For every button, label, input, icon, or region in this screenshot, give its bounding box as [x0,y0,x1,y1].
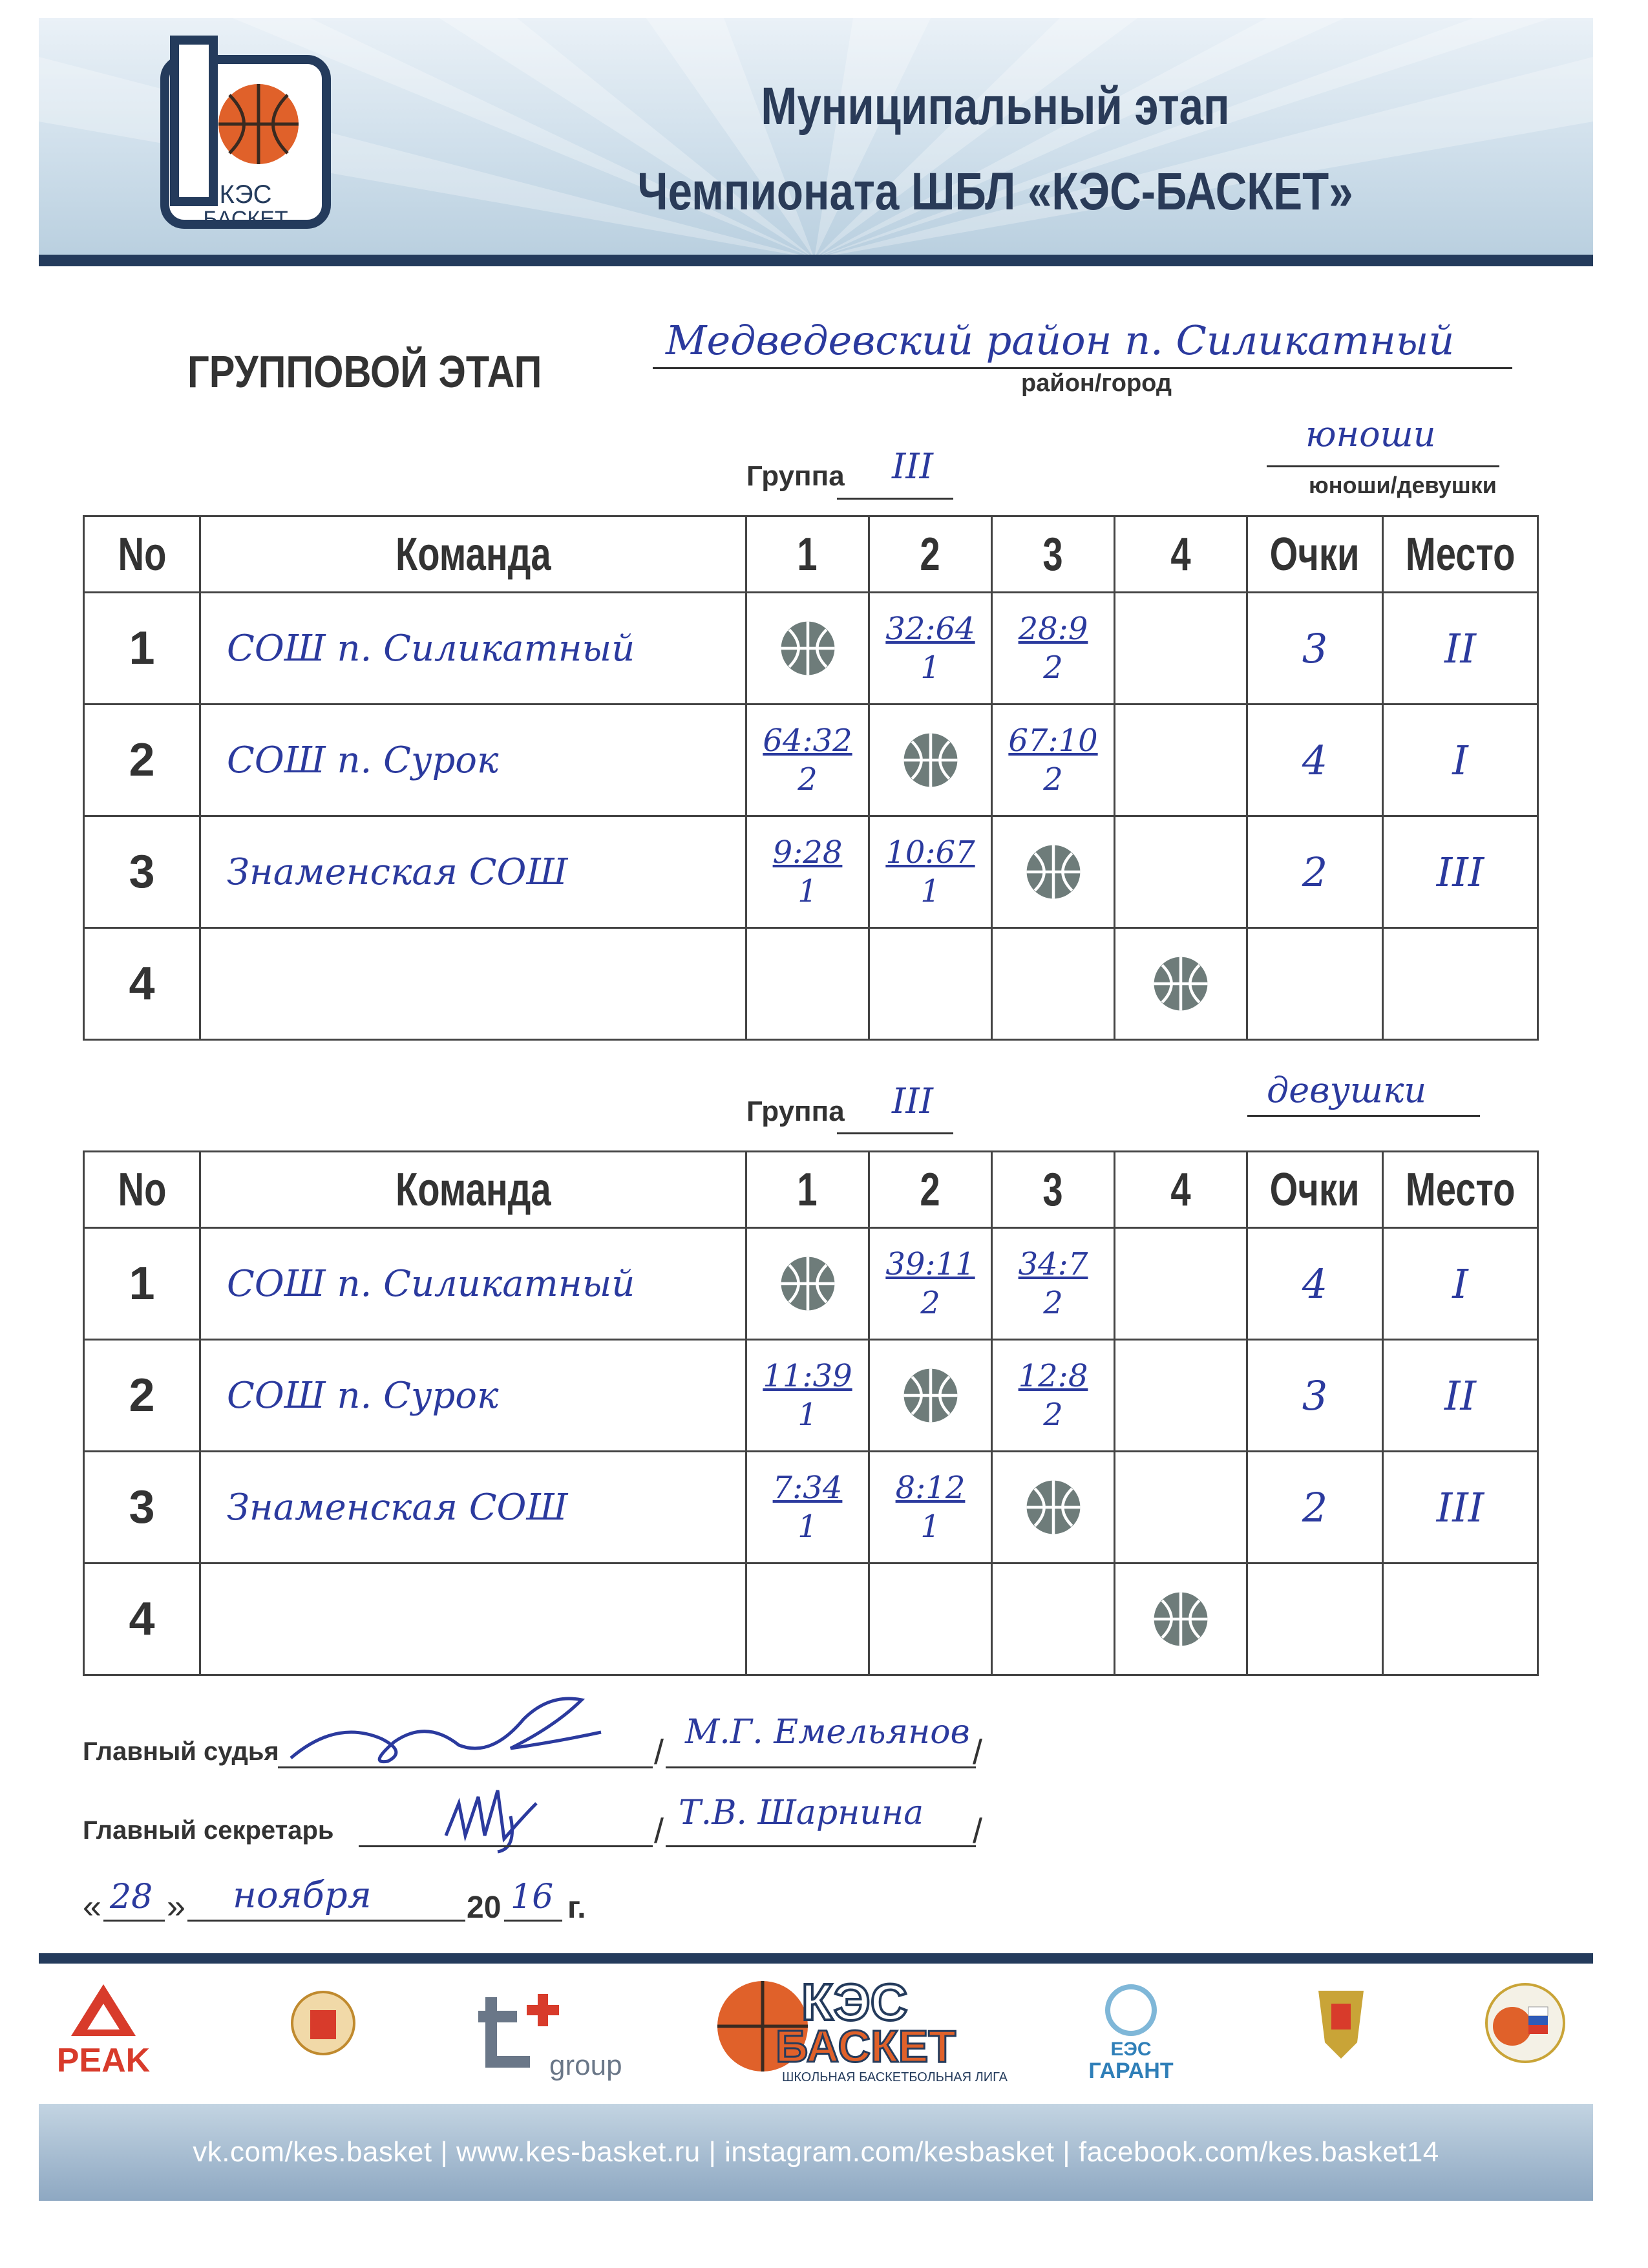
score-cell [992,928,1115,1040]
score-cell [1115,1228,1247,1340]
team-name: СОШ п. Силикатный [200,593,746,705]
secretary-signature [439,1777,549,1855]
slash-open: / [654,1733,664,1772]
header-col-2: 2 [869,1152,992,1228]
score-cell [1115,705,1247,816]
header-col-3: 3 [992,1152,1115,1228]
t-plus-group-logo [478,1994,622,2081]
header-col-4: 4 [1115,1152,1247,1228]
date-month: ноября [233,1874,372,1916]
diagonal-cell [1115,928,1247,1040]
score-cell: 11:39 1 [746,1340,869,1452]
slash-close: / [973,1812,983,1850]
svg-text:КЭС: КЭС [219,180,272,209]
header-no: No [84,516,200,593]
table-header-row [84,516,1538,593]
score-cell: 8:12 1 [869,1452,992,1563]
kes-basket-logo [139,34,355,247]
basketball-icon [902,1366,960,1425]
score-cell: 39:11 2 [869,1228,992,1340]
diagonal-cell [992,1452,1115,1563]
header-col-2: 2 [869,516,992,593]
peak-logo [57,1984,151,2079]
svg-text:ШКОЛЬНАЯ БАСКЕТБОЛЬНАЯ ЛИГА: ШКОЛЬНАЯ БАСКЕТБОЛЬНАЯ ЛИГА [782,2070,1008,2084]
svg-text:PEAK: PEAK [56,2042,151,2079]
footer-stripe [39,1953,1593,1964]
place-cell [1383,928,1538,1040]
basketball-icon [1024,1478,1083,1536]
score-cell: 34:7 2 [992,1228,1115,1340]
team-name: Знаменская СОШ [200,816,746,928]
table-row [84,593,1538,705]
basketball-icon [1152,955,1210,1013]
score-cell: 32:64 1 [869,593,992,705]
diagonal-cell [869,705,992,816]
points-cell: 3 [1247,1340,1383,1452]
group1-gender-underline [1267,465,1499,467]
row-number: 2 [84,1340,200,1452]
header-col-1: 1 [746,516,869,593]
stage-title: ГРУППОВОЙ ЭТАП [187,346,542,397]
points-cell: 4 [1247,1228,1383,1340]
district-value: Медведевский район п. Силикатный [666,317,1455,364]
score-cell [1115,1340,1247,1452]
judge-name-line [666,1766,976,1768]
points-cell [1247,928,1383,1040]
diagonal-cell [746,593,869,705]
svg-text:ГАРАНТ: ГАРАНТ [1088,2059,1174,2083]
team-name: СОШ п. Сурок [200,1340,746,1452]
header-team: Команда [200,1152,746,1228]
place-cell: II [1383,1340,1538,1452]
place-cell: III [1383,816,1538,928]
team-name: СОШ п. Сурок [200,705,746,816]
svg-text:ЕЭС: ЕЭС [1110,2039,1152,2060]
page-title-line-2: Чемпионата ШБЛ «КЭС-БАСКЕТ» [637,162,1353,221]
group2-underline [837,1132,953,1134]
chief-judge-label: Главный судья [83,1737,279,1766]
basketball-icon [779,619,837,677]
chief-judge-name: М.Г. Емельянов [685,1713,970,1752]
date-day: 28 [110,1878,153,1916]
score-cell: 9:28 1 [746,816,869,928]
group2-results-table [83,1150,1539,1676]
team-name: СОШ п. Силикатный [200,1228,746,1340]
row-number: 3 [84,1452,200,1563]
date-year-unit: г. [567,1891,586,1925]
header-no: No [84,1152,200,1228]
score-cell [1115,1452,1247,1563]
row-number: 4 [84,1563,200,1675]
sport-ministry-emblem-logo [1318,1991,1364,2059]
diagonal-cell [1115,1563,1247,1675]
header-points: Очки [1247,516,1383,593]
chief-secretary-label: Главный секретарь [83,1816,334,1845]
date-month-line [187,1920,465,1922]
slash-open: / [654,1812,664,1850]
basketball-icon [1024,843,1083,901]
table-row [84,1563,1538,1675]
date-year-prefix: 20 [467,1891,502,1925]
table-row [84,816,1538,928]
diagonal-cell [746,1228,869,1340]
secretary-signature-line [359,1845,653,1847]
header-col-1: 1 [746,1152,869,1228]
score-cell: 7:34 1 [746,1452,869,1563]
points-cell: 4 [1247,705,1383,816]
date-close-quote: » [167,1888,185,1925]
page-title-line-1: Муниципальный этап [761,77,1230,136]
group1-label: Группа [746,460,845,492]
row-number: 1 [84,1228,200,1340]
table-header-row [84,1152,1538,1228]
table-row [84,705,1538,816]
basketball-federation-logo [1486,1984,1564,2062]
row-number: 2 [84,705,200,816]
points-cell: 2 [1247,1452,1383,1563]
row-number: 4 [84,928,200,1040]
score-cell [1115,816,1247,928]
footer-banner [39,2104,1593,2201]
date-year-suffix: 16 [511,1878,554,1916]
header-place: Место [1383,516,1538,593]
score-cell [992,1563,1115,1675]
row-number: 1 [84,593,200,705]
team-name [200,1563,746,1675]
score-cell: 12:8 2 [992,1340,1115,1452]
social-links[interactable]: vk.com/kes.basket | www.kes-basket.ru | instagram.com/kesbasket | facebook.com/kes.basket14 [193,2136,1439,2168]
header-stripe [39,255,1593,266]
points-cell: 2 [1247,816,1383,928]
score-cell [869,928,992,1040]
group1-gender-caption: юноши/девушки [1309,472,1497,498]
team-name [200,928,746,1040]
table-row [84,1228,1538,1340]
diagonal-cell [869,1340,992,1452]
header-points: Очки [1247,1152,1383,1228]
header-col-4: 4 [1115,516,1247,593]
score-cell: 28:9 2 [992,593,1115,705]
group2-gender-underline [1247,1115,1480,1117]
place-cell: III [1383,1452,1538,1563]
date-open-quote: « [83,1888,101,1925]
score-cell [746,1563,869,1675]
row-number: 3 [84,816,200,928]
kes-garant-logo [1088,1987,1173,2083]
secretary-name-line [666,1845,976,1847]
group2-label: Группа [746,1096,845,1127]
header-col-3: 3 [992,516,1115,593]
group1-value: III [892,446,933,487]
sponsor-logos [39,1965,1593,2088]
date-year-line [504,1920,562,1922]
basketball-icon [902,731,960,789]
table-row [84,1452,1538,1563]
basketball-icon [1152,1590,1210,1648]
judge-signature-line [278,1766,653,1768]
score-cell: 67:10 2 [992,705,1115,816]
basketball-icon [779,1255,837,1313]
diagonal-cell [992,816,1115,928]
score-cell [869,1563,992,1675]
group1-underline [837,498,953,500]
group1-results-table [83,515,1539,1041]
svg-text:БАСКЕТ: БАСКЕТ [776,2021,956,2072]
table-row [84,928,1538,1040]
slash-close: / [973,1733,983,1772]
district-underline [653,367,1512,369]
team-name: Знаменская СОШ [200,1452,746,1563]
svg-text:КЭС: КЭС [801,1973,908,2031]
score-cell [1115,593,1247,705]
district-caption: район/город [1021,370,1172,397]
group2-gender-value: девушки [1267,1070,1427,1110]
table-row [84,1340,1538,1452]
kes-basket-sponsor-logo [717,1973,1008,2084]
svg-text:group: group [549,2050,622,2081]
place-cell [1383,1563,1538,1675]
chief-secretary-name: Т.В. Шарнина [679,1794,924,1832]
ministry-emblem-logo [292,1992,354,2054]
svg-text:БАСКЕТ: БАСКЕТ [203,207,288,231]
group2-value: III [892,1081,933,1121]
score-cell [746,928,869,1040]
place-cell: I [1383,705,1538,816]
score-cell: 10:67 1 [869,816,992,928]
score-cell: 64:32 2 [746,705,869,816]
place-cell: I [1383,1228,1538,1340]
group1-gender-value: юноши [1305,414,1436,454]
points-cell [1247,1563,1383,1675]
judge-signature [278,1680,614,1784]
header-team: Команда [200,516,746,593]
date-day-line [103,1920,165,1922]
place-cell: II [1383,593,1538,705]
points-cell: 3 [1247,593,1383,705]
header-place: Место [1383,1152,1538,1228]
